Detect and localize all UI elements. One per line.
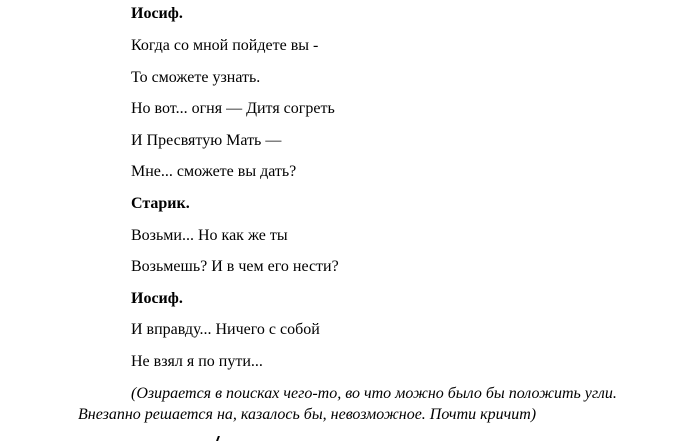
verse-line: Мне... сможете вы дать? [131,163,297,180]
speaker-name: Иосиф. [131,290,183,307]
speaker-name: Старик. [131,195,190,212]
verse-line: Не взял я по пути... [131,353,263,370]
stage-direction-line-2: Внезапно решается на, казалось бы, невозможное. Почти кричит) [78,406,537,423]
speaker-name: Иосиф. [131,5,183,22]
stage-direction-line-1: (Озирается в поисках чего-то, во что можно было бы положить угли. [131,385,617,402]
verse-line: И Пресвятую Мать — [131,132,282,149]
verse-line: И вправду... Ничего с собой [131,321,320,338]
verse-line: Возьмешь? И в чем его нести? [131,258,339,275]
verse-line: То сможете узнать. [131,69,261,86]
cutoff-text-fragment [214,436,220,441]
verse-line: Но вот... огня — Дитя согреть [131,100,335,117]
verse-line: Когда со мной пойдете вы - [131,37,319,54]
verse-line: Возьми... Но как же ты [131,227,288,244]
